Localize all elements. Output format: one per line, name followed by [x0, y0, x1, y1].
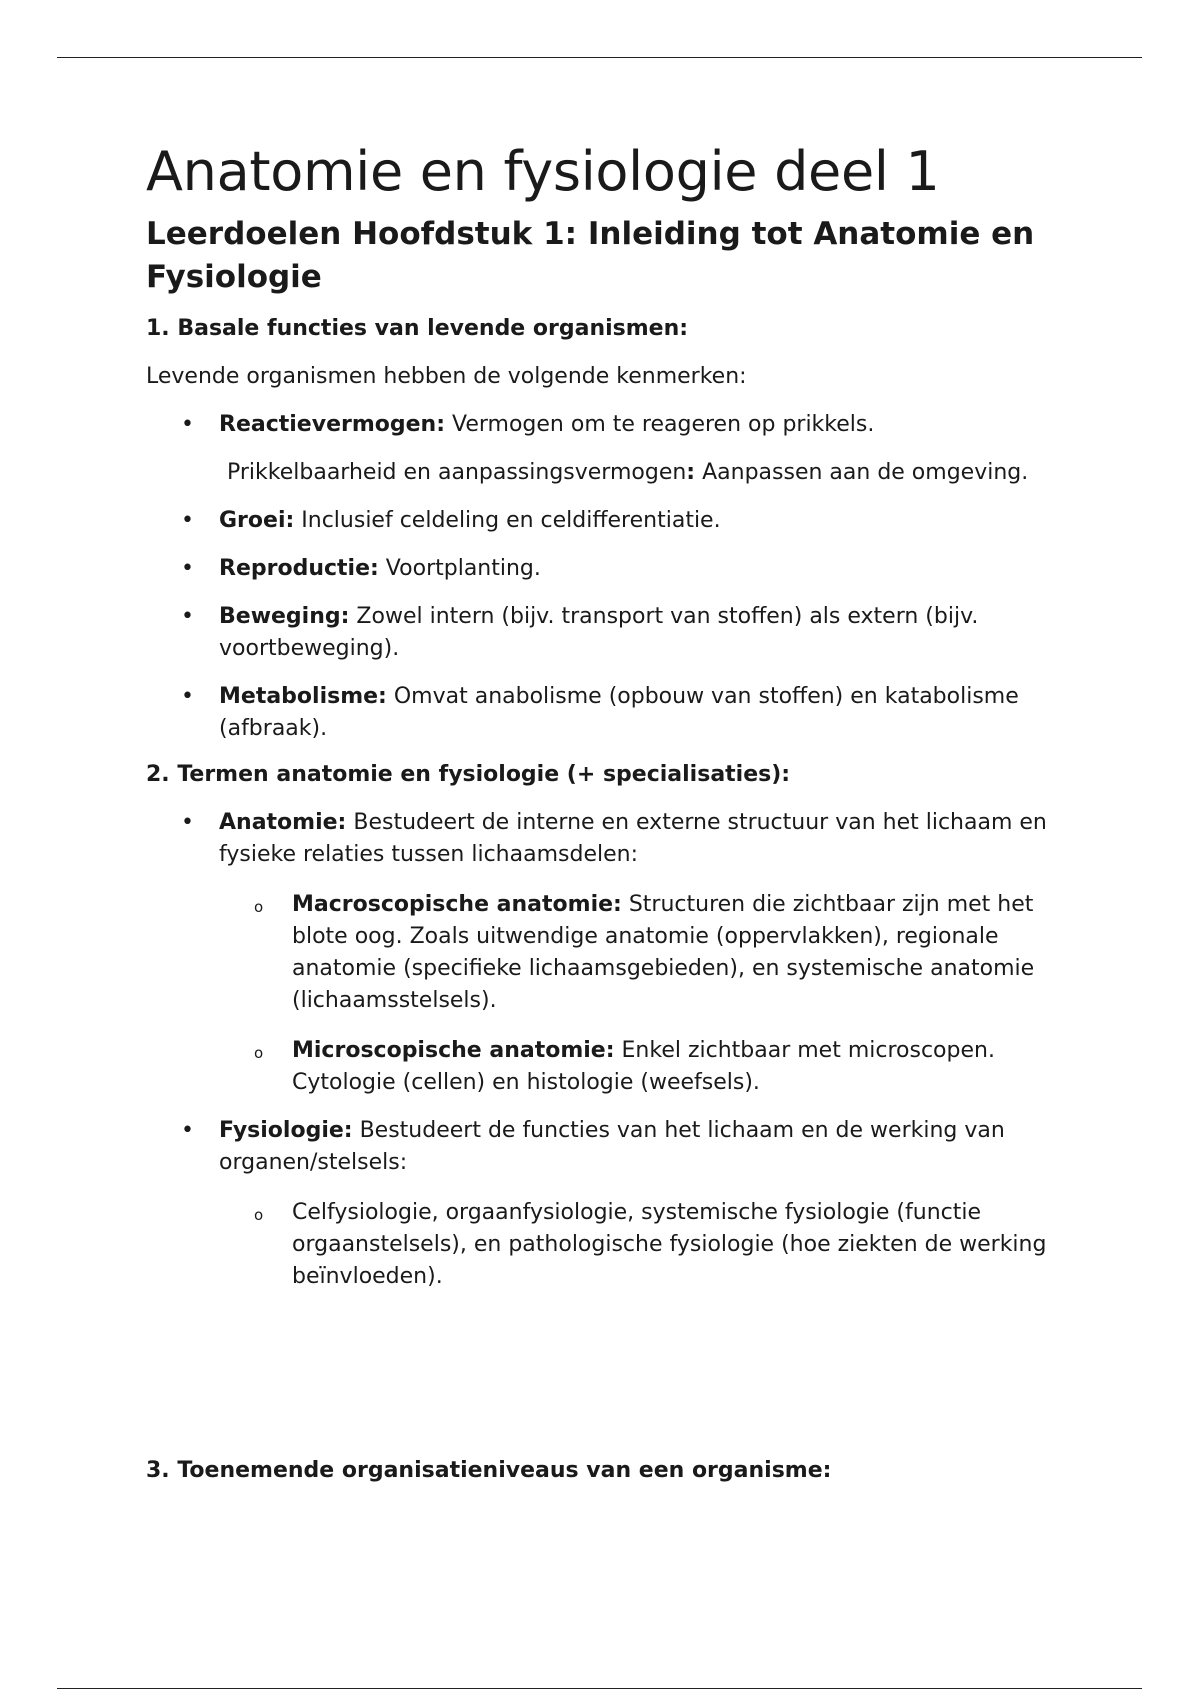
list-item-metabolisme	[146, 681, 1076, 745]
list-item-term: Groei:	[219, 507, 295, 533]
list-item-groei	[146, 505, 1076, 537]
list-item-text: Bestudeert de interne en externe structuur van het lichaam en fysieke relaties tussen lichaamsdelen:	[219, 809, 1047, 867]
sublist-item-text: Structuren die zichtbaar zijn met het blote oog. Zoals uitwendige anatomie (oppervlakken), regionale anatomie (specifieke lichaamsgebieden), en systemische anatomie (lichaamsstelsels).	[292, 891, 1035, 1013]
continuation-term: Prikkelbaarheid en aanpassingsvermogen	[227, 459, 687, 485]
physiology-sublist	[219, 1197, 1076, 1293]
bullet-icon: •	[181, 683, 194, 709]
list-item-term: Reactievermogen:	[219, 411, 446, 437]
circle-bullet-icon: o	[254, 1205, 264, 1224]
continuation-colon: :	[686, 459, 696, 485]
list-item-term: Anatomie:	[219, 809, 347, 835]
document-subtitle: Leerdoelen Hoofdstuk 1: Inleiding tot Anatomie en Fysiologie	[146, 215, 1035, 295]
list-item-text: Vermogen om te reageren op prikkels.	[445, 411, 875, 437]
bullet-icon: •	[181, 1117, 194, 1143]
sublist-item-term: Macroscopische anatomie:	[292, 891, 622, 917]
section-1-intro: Levende organismen hebben de volgende kenmerken:	[146, 363, 747, 389]
circle-bullet-icon: o	[254, 897, 264, 916]
sublist-item-text: Enkel zichtbaar met microscopen. Cytologie (cellen) en histologie (weefsels).	[292, 1037, 995, 1095]
list-item-text: Zowel intern (bijv. transport van stoffen) als extern (bijv. voortbeweging).	[219, 603, 979, 661]
bullet-icon: •	[181, 555, 194, 581]
bullet-icon: •	[181, 507, 194, 533]
anatomy-sublist	[219, 889, 1076, 1099]
sublist-item-macroscopisch	[219, 889, 1076, 1017]
sublist-item-specialisaties	[219, 1197, 1076, 1293]
list-item-text: Omvat anabolisme (opbouw van stoffen) en katabolisme (afbraak).	[219, 683, 1019, 741]
sublist-item-text: Celfysiologie, orgaanfysiologie, systemische fysiologie (functie orgaanstelsels), en pathologische fysiologie (hoe ziekten de werking beïnvloeden).	[292, 1199, 1047, 1289]
section-2-heading: 2. Termen anatomie en fysiologie (+ specialisaties):	[146, 761, 791, 787]
section-3-heading: 3. Toenemende organisatieniveaus van een organisme:	[146, 1457, 832, 1483]
list-item-text: Bestudeert de functies van het lichaam en de werking van organen/stelsels:	[219, 1117, 1005, 1175]
blank-space	[146, 1293, 1076, 1441]
bullet-icon: •	[181, 603, 194, 629]
list-item-text: Voortplanting.	[378, 555, 541, 581]
continuation-text: Aanpassen aan de omgeving.	[695, 459, 1029, 485]
section-1-heading: 1. Basale functies van levende organismen:	[146, 315, 689, 341]
header-rule	[57, 57, 1142, 58]
characteristics-list-continued	[146, 505, 1076, 745]
list-item-fysiologie	[146, 1115, 1076, 1293]
list-item-term: Reproductie:	[219, 555, 379, 581]
list-item-beweging	[146, 601, 1076, 665]
bullet-icon: •	[181, 411, 194, 437]
footer-rule	[57, 1688, 1142, 1689]
list-item-reactievermogen	[146, 409, 1076, 441]
list-item-anatomie	[146, 807, 1076, 1099]
list-item-term: Metabolisme:	[219, 683, 387, 709]
circle-bullet-icon: o	[254, 1043, 264, 1062]
list-item-reproductie	[146, 553, 1076, 585]
list-item-text: Inclusief celdeling en celdifferentiatie.	[294, 507, 721, 533]
continuation-paragraph	[146, 457, 1076, 489]
bullet-icon: •	[181, 809, 194, 835]
document-title: Anatomie en fysiologie deel 1	[146, 140, 940, 203]
document-body	[146, 140, 1076, 1487]
sublist-item-microscopisch	[219, 1035, 1076, 1099]
terms-list	[146, 807, 1076, 1293]
list-item-term: Beweging:	[219, 603, 350, 629]
sublist-item-term: Microscopische anatomie:	[292, 1037, 615, 1063]
characteristics-list	[146, 409, 1076, 441]
list-item-term: Fysiologie:	[219, 1117, 353, 1143]
